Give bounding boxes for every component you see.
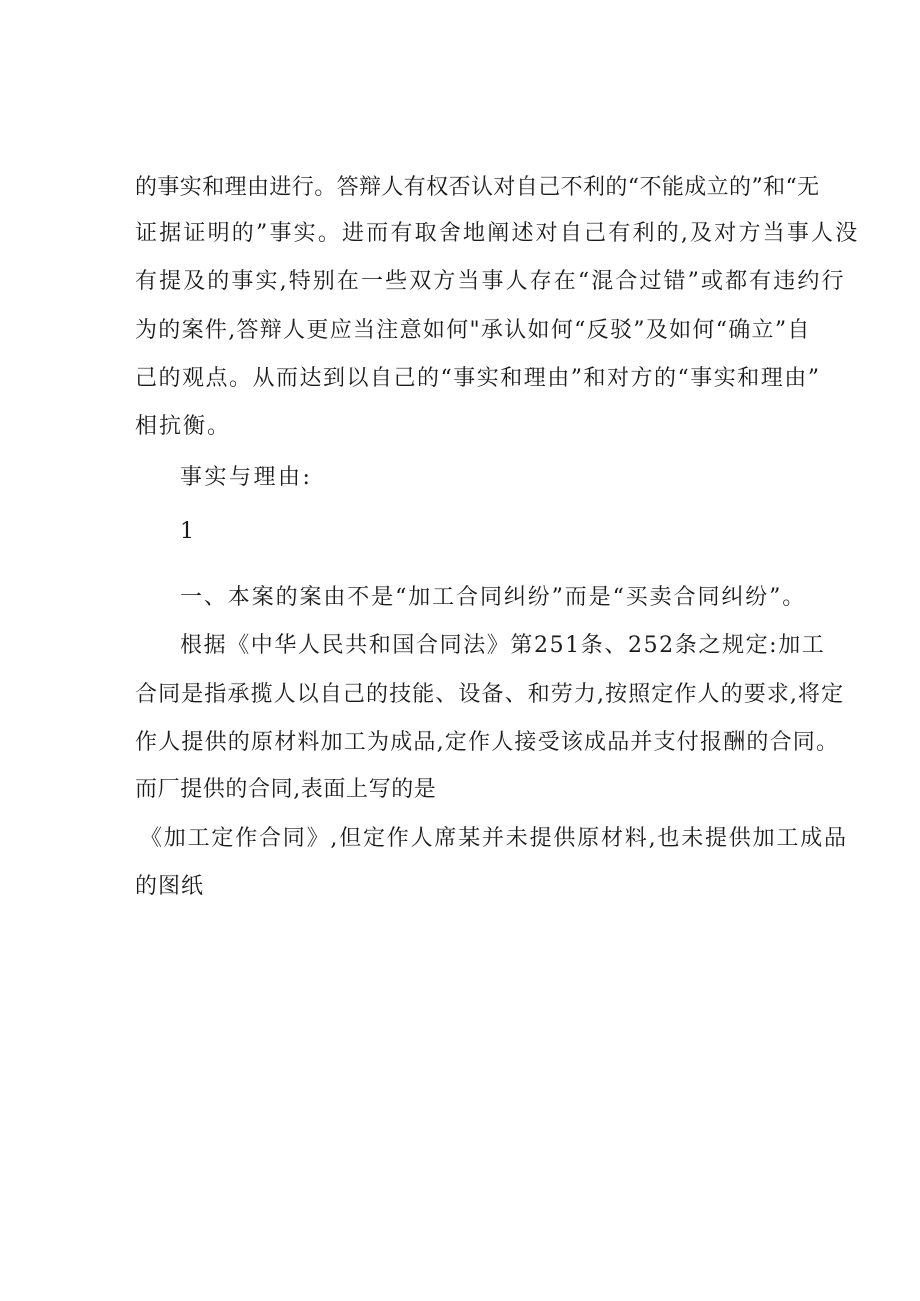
paragraph-line: 合同是指承揽人以自己的技能、设备、和劳力,按照定作人的要求,将定 (135, 682, 845, 707)
paragraph-line: 有提及的事实,特别在一些双方当事人存在“混合过错”或都有违约行 (135, 269, 846, 294)
paragraph-line: 作人提供的原材料加工为成品,定作人接受该成品并支付报酬的合同。 (135, 730, 840, 755)
paragraph-line: 《加工定作合同》,但定作人席某并未提供原材料,也未提供加工成品 (140, 826, 848, 851)
paragraph-line: 的事实和理由进行。答辩人有权否认对自己不利的“不能成立的”和“无 (135, 175, 820, 200)
paragraph-line: 的图纸 (135, 874, 205, 899)
section-heading: 事实与理由: (180, 465, 313, 490)
paragraph-line: 己的观点。从而达到以自己的“事实和理由”和对方的“事实和理由” (135, 366, 821, 391)
paragraph-line: 根据《中华人民共和国合同法》第251条、252条之规定:加工 (180, 633, 826, 658)
paragraph-line: 相抗衡。 (135, 414, 232, 439)
point-heading: 一、本案的案由不是“加工合同纠纷”而是“买卖合同纠纷”。 (180, 585, 807, 610)
paragraph-line: 为的案件,答辩人更应当注意如何"承认如何“反驳”及如何“确立”自 (135, 318, 811, 343)
paragraph-line: 证据证明的”事实。进而有取舍地阐述对自己有利的,及对方当事人没 (135, 221, 860, 246)
paragraph-line: 而厂提供的合同,表面上写的是 (135, 777, 437, 802)
section-number: 1 (180, 519, 194, 544)
